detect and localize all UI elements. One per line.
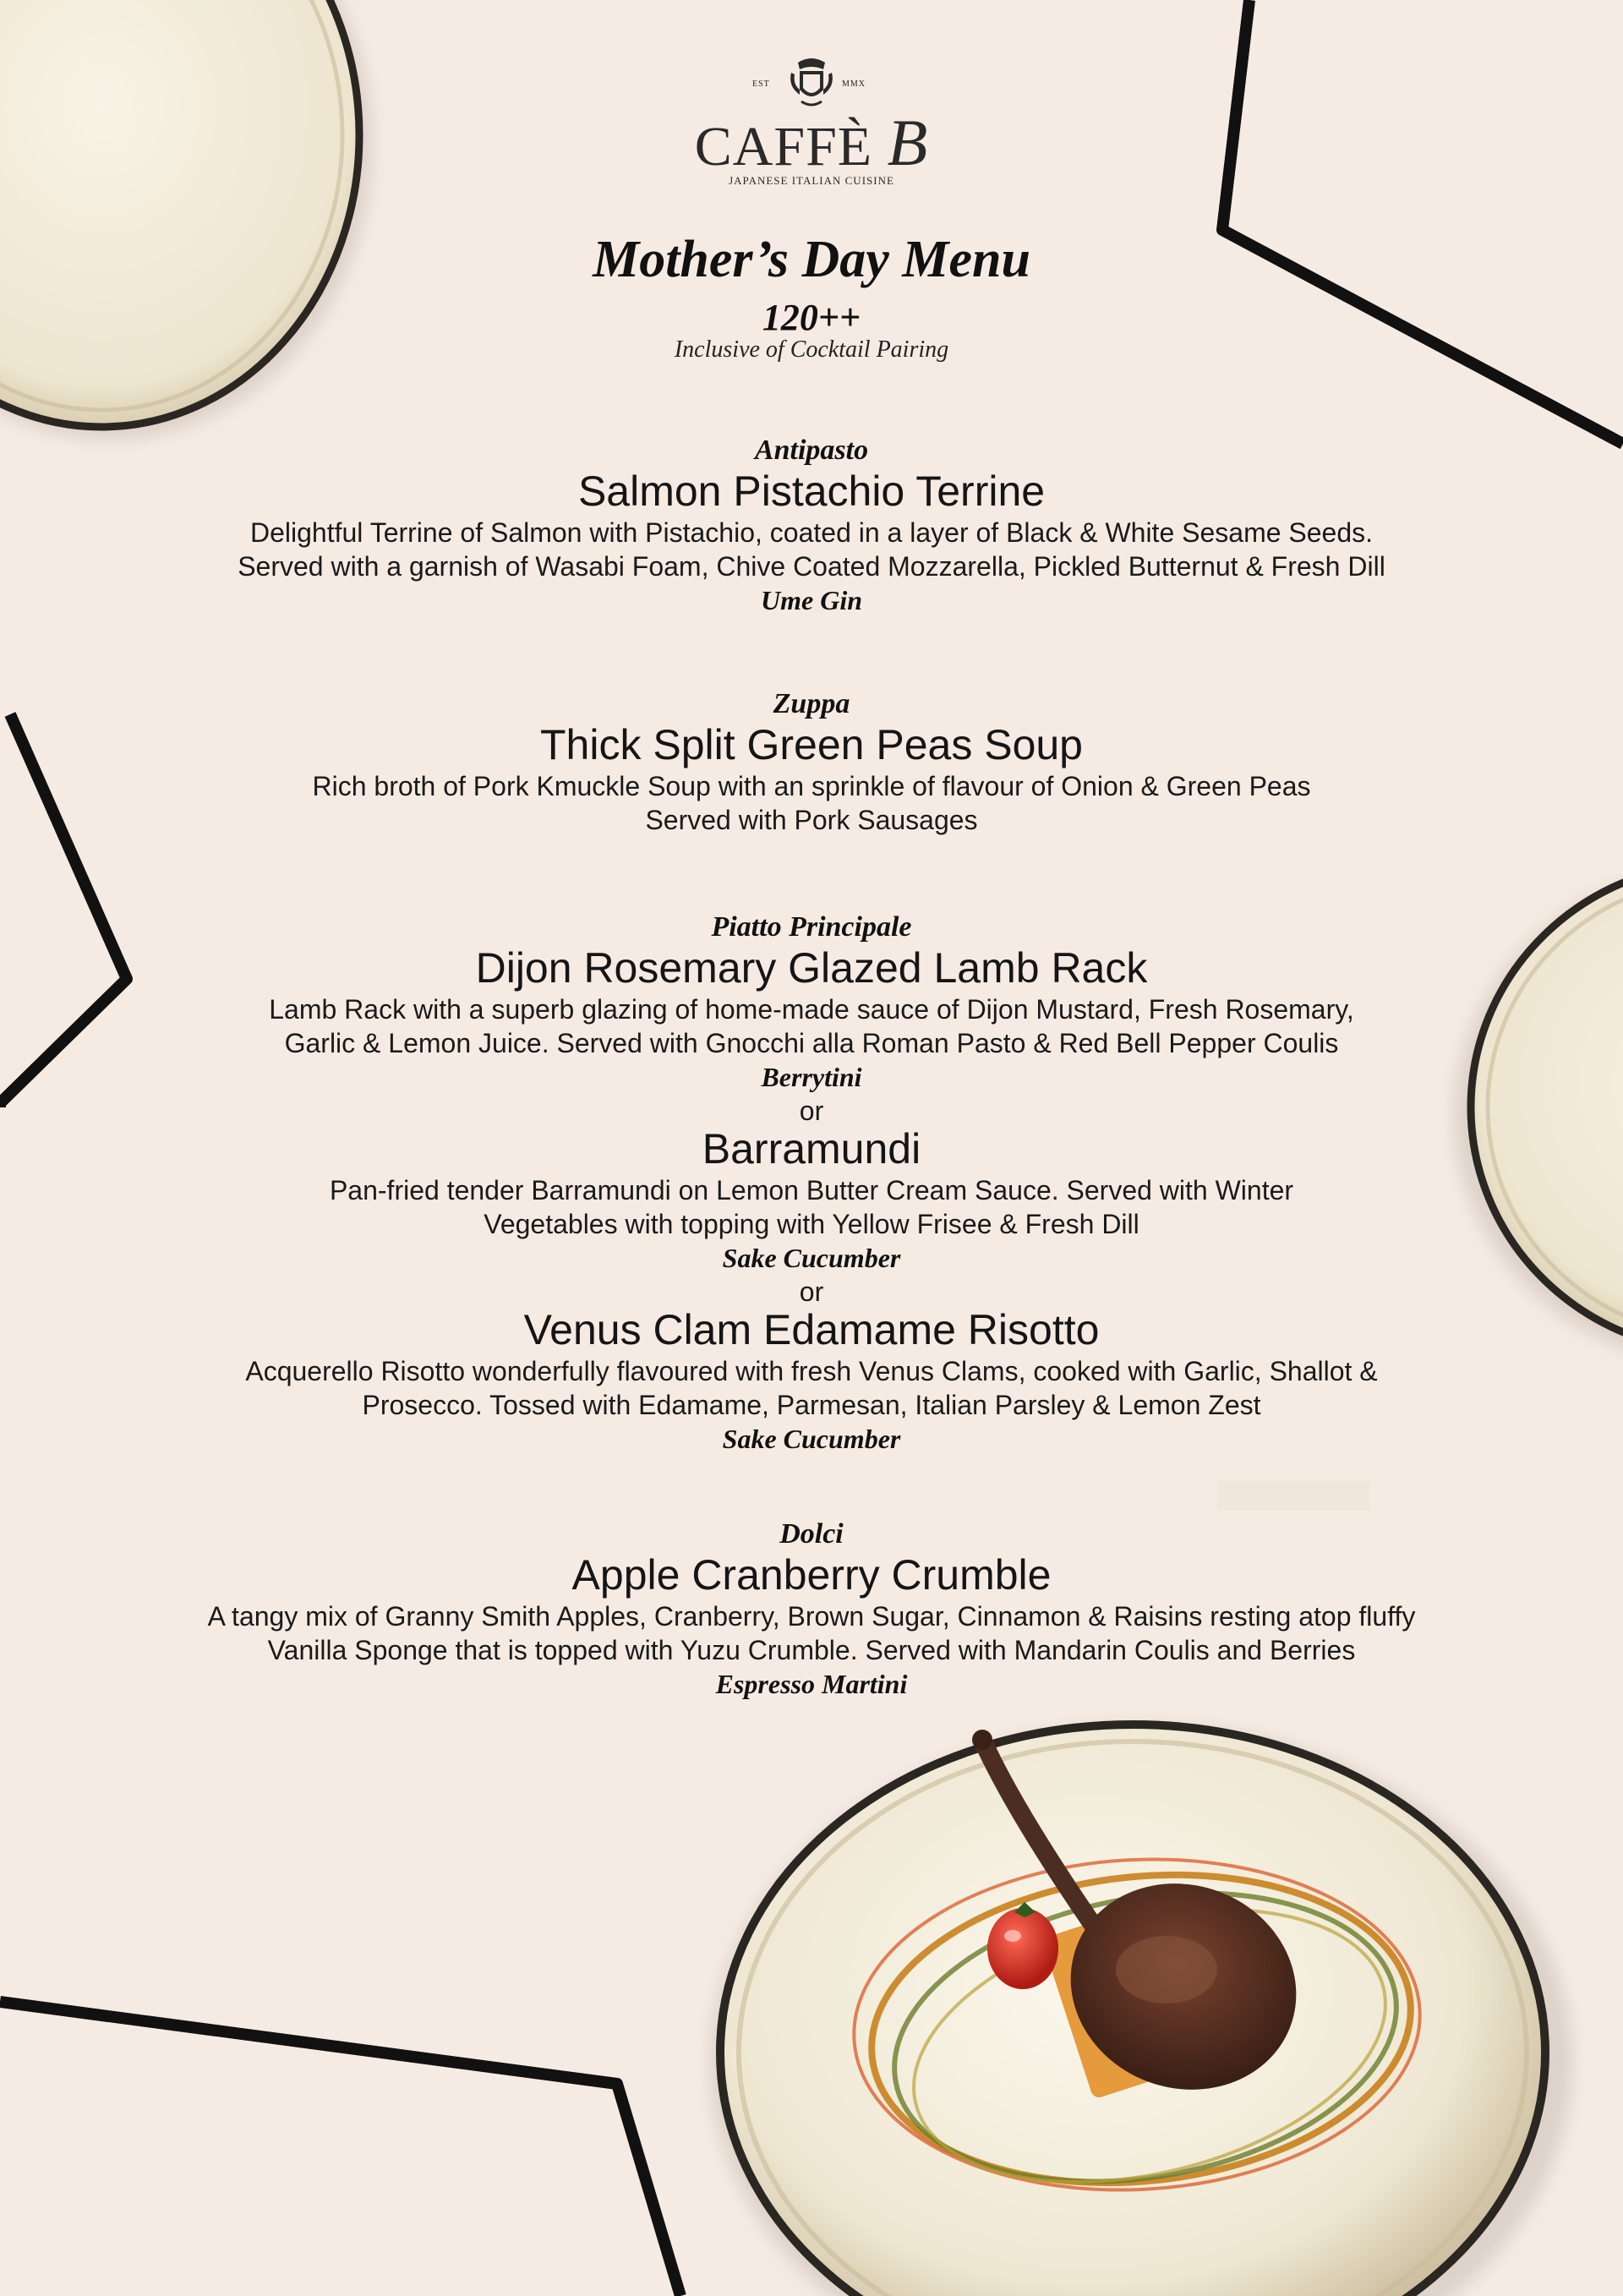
est-label: EST <box>752 79 770 89</box>
price-note: Inclusive of Cocktail Pairing <box>674 336 949 363</box>
dish-name: Barramundi <box>702 1125 921 1173</box>
dish-name: Venus Clam Edamame Risotto <box>523 1306 1100 1353</box>
dish-name: Apple Cranberry Crumble <box>571 1551 1052 1599</box>
dish-description-line: Prosecco. Tossed with Edamame, Parmesan, Italian Parsley & Lemon Zest <box>362 1390 1261 1420</box>
section-antipasto <box>0 436 1623 620</box>
cocktail-pairing: Ume Gin <box>761 585 862 615</box>
cocktail-pairing: Berrytini <box>761 1062 862 1092</box>
est-year-label: MMX <box>842 79 866 89</box>
section-zuppa <box>0 690 1623 840</box>
brand-word: CAFFÈ <box>694 116 873 178</box>
cocktail-pairing: Espresso Martini <box>715 1669 908 1699</box>
dish-name: Dijon Rosemary Glazed Lamb Rack <box>475 944 1148 992</box>
dish-description-line: A tangy mix of Granny Smith Apples, Cranberry, Brown Sugar, Cinnamon & Raisins resting atop fluffy <box>207 1601 1416 1632</box>
dish-description-line: Vanilla Sponge that is topped with Yuzu Crumble. Served with Mandarin Coulis and Berries <box>267 1635 1356 1665</box>
course-heading: Antipasto <box>754 435 869 466</box>
course-heading: Dolci <box>779 1518 844 1550</box>
dish-description-line: Delightful Terrine of Salmon with Pistachio, coated in a layer of Black & White Sesame Seeds. <box>249 517 1374 548</box>
page-title: Mother’s Day Menu <box>593 231 1030 288</box>
dish-description-line: Vegetables with topping with Yellow Frisee & Fresh Dill <box>484 1209 1139 1239</box>
course-heading: Zuppa <box>773 688 850 719</box>
crest-icon <box>786 56 837 110</box>
dish-description-line: Pan-fried tender Barramundi on Lemon Butter Cream Sauce. Served with Winter <box>329 1175 1294 1205</box>
brand-tagline: JAPANESE ITALIAN CUISINE <box>729 174 894 187</box>
dish-description-line: Acquerello Risotto wonderfully flavoured with fresh Venus Clams, cooked with Garlic, Shallot & <box>245 1356 1378 1386</box>
dish-description-line: Served with a garnish of Wasabi Foam, Chive Coated Mozzarella, Pickled Butternut & Fresh Dill <box>238 551 1385 582</box>
brand-letter: B <box>887 106 929 179</box>
brand-logo <box>642 56 981 191</box>
cocktail-pairing: Sake Cucumber <box>722 1424 901 1454</box>
menu-price: 120++ <box>762 297 861 338</box>
course-heading: Piatto Principale <box>711 911 912 943</box>
dish-description-line: Lamb Rack with a superb glazing of home-made sauce of Dijon Mustard, Fresh Rosemary, <box>269 994 1354 1025</box>
option-separator: or <box>799 1096 824 1126</box>
dish-name: Thick Split Green Peas Soup <box>540 721 1083 768</box>
dish-name: Salmon Pistachio Terrine <box>577 467 1046 515</box>
option-separator: or <box>799 1276 824 1307</box>
section-dolci <box>0 1520 1623 1704</box>
section-piatto-principale <box>0 913 1623 1459</box>
dish-description-line: Garlic & Lemon Juice. Served with Gnocchi alla Roman Pasto & Red Bell Pepper Coulis <box>284 1028 1339 1058</box>
cocktail-pairing: Sake Cucumber <box>722 1243 901 1273</box>
dish-description-line: Rich broth of Pork Kmuckle Soup with an sprinkle of flavour of Onion & Green Peas <box>312 771 1311 801</box>
brand-name <box>642 105 981 181</box>
dish-description-line: Served with Pork Sausages <box>645 805 978 835</box>
